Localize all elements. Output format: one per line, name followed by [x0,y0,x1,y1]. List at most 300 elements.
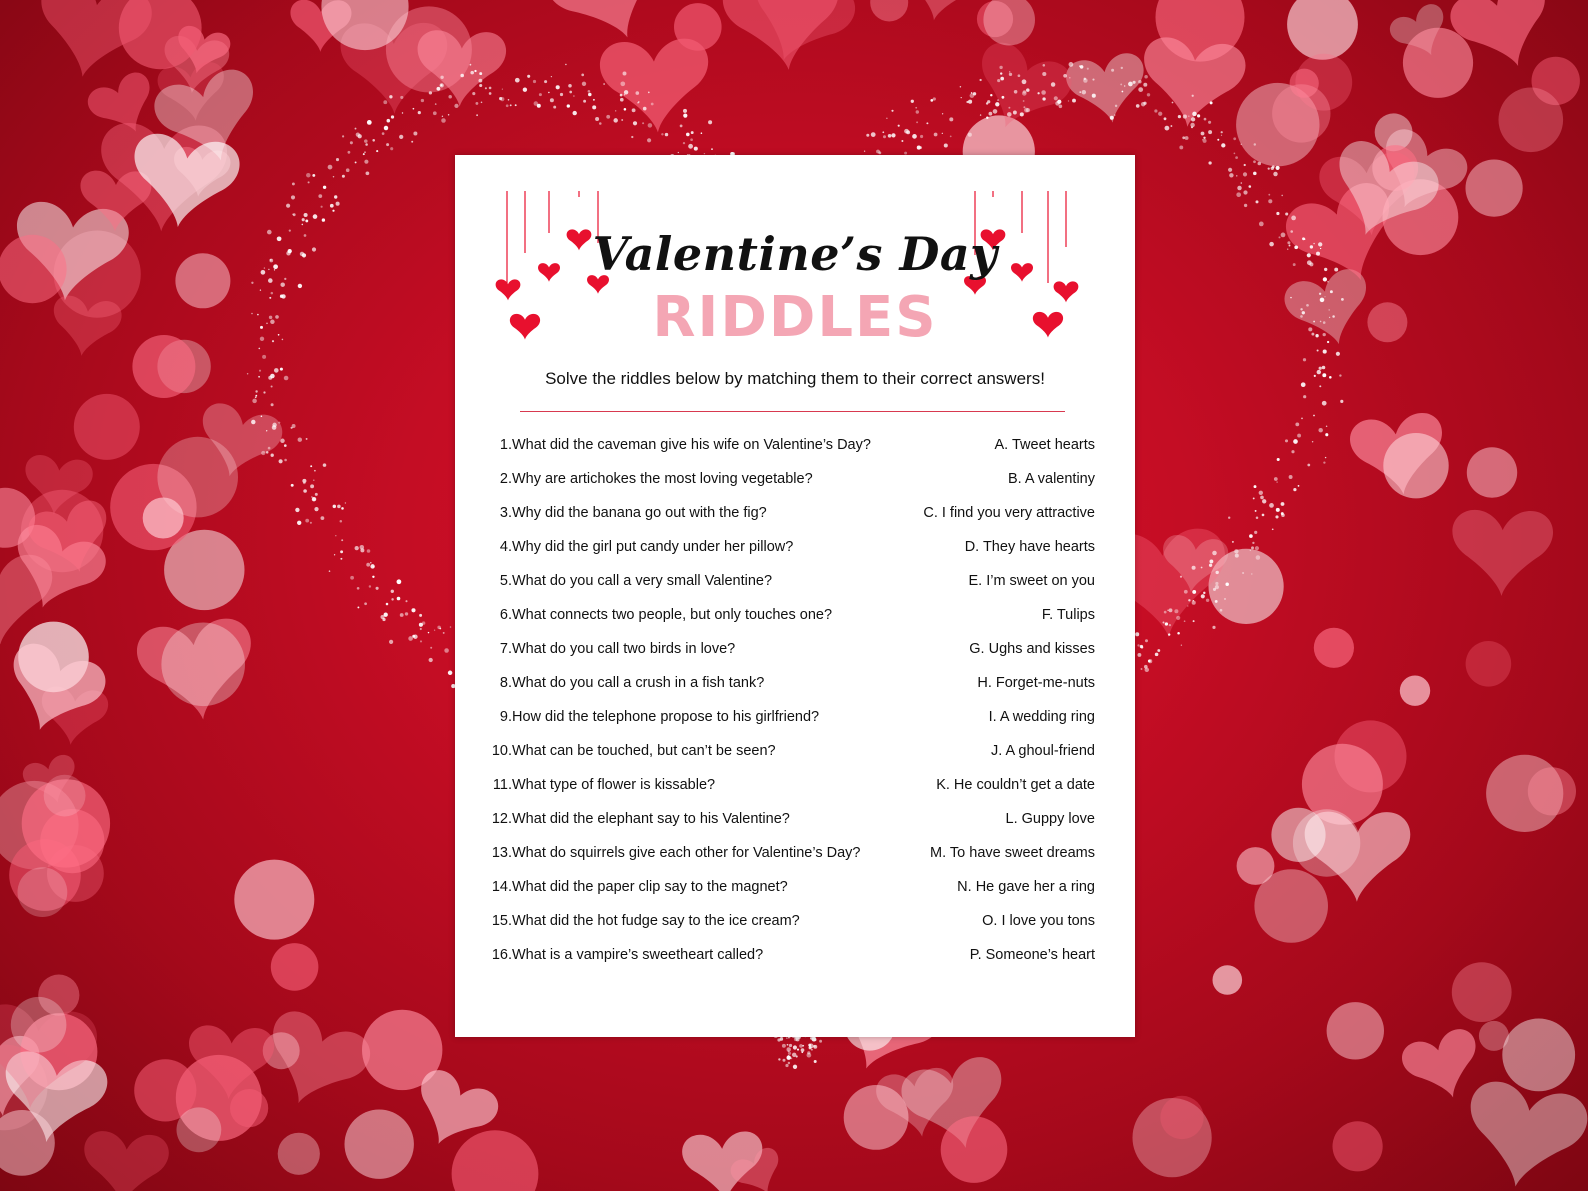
glitter-dot [481,102,483,104]
glitter-dot [337,505,341,509]
glitter-dot [1262,514,1265,517]
glitter-dot [1308,327,1312,331]
glitter-dot [1256,555,1261,560]
answer-item: I. A wedding ring [988,709,1095,725]
glitter-dot [373,566,375,568]
glitter-dot [312,174,315,177]
glitter-dot [1174,609,1178,613]
glitter-dot [807,1051,810,1054]
glitter-dot [1170,125,1172,127]
bokeh-circle [1528,767,1576,815]
glitter-dot [1141,668,1143,670]
glitter-dot [306,173,310,177]
question-row [485,913,865,935]
glitter-dot [980,114,981,115]
glitter-dot [1124,85,1125,86]
glitter-dot [348,151,351,154]
glitter-dot [271,385,273,387]
glitter-dot [690,138,693,141]
glitter-dot [1237,186,1241,190]
glitter-dot [1254,531,1257,534]
glitter-dot [789,1044,792,1047]
question-number: 8. [499,675,512,691]
glitter-dot [582,82,586,86]
bokeh-circle [175,253,230,308]
question-row [485,505,865,527]
glitter-dot [930,99,933,102]
glitter-dot [262,355,266,359]
glitter-dot [1236,175,1237,176]
glitter-dot [624,108,627,111]
glitter-dot [1026,88,1030,92]
glitter-dot [298,437,302,441]
glitter-dot [1191,126,1193,128]
glitter-dot [1293,263,1296,266]
glitter-dot [979,79,981,81]
glitter-dot [1133,81,1136,84]
bokeh-heart [1458,1077,1588,1191]
glitter-dot [357,587,360,590]
glitter-dot [1252,542,1254,544]
glitter-dot [1320,321,1322,323]
glitter-dot [950,135,952,137]
glitter-dot [278,422,280,424]
glitter-dot [472,92,475,95]
glitter-dot [1268,194,1270,196]
glitter-dot [420,628,422,630]
glitter-dot [1110,116,1114,120]
glitter-dot [620,98,624,102]
bokeh-circle [941,1116,1008,1183]
glitter-dot [366,171,370,175]
glitter-dot [387,119,391,123]
glitter-dot [350,576,354,580]
glitter-dot [1307,253,1311,257]
bokeh-circle [11,997,67,1053]
glitter-dot [304,234,307,237]
glitter-dot [391,598,393,600]
glitter-dot [312,247,316,251]
glitter-dot [871,132,876,137]
glitter-dot [1235,554,1239,558]
glitter-dot [258,348,260,350]
glitter-dot [251,420,255,424]
glitter-dot [1276,508,1280,512]
glitter-dot [620,94,623,97]
question-text: What connects two people, but only touches one? [512,607,833,623]
question-number: 9. [499,709,512,725]
glitter-dot [1164,611,1167,614]
glitter-dot [306,438,308,440]
glitter-dot [569,91,572,94]
glitter-dot [1212,626,1215,629]
glitter-dot [350,141,353,144]
glitter-dot [1289,245,1291,247]
glitter-dot [661,133,663,135]
glitter-dot [1059,104,1063,108]
glitter-dot [1310,245,1313,248]
glitter-dot [971,92,973,94]
glitter-dot [479,84,482,87]
answer-item: L. Guppy love [1005,811,1095,827]
glitter-dot [421,99,424,102]
glitter-dot [1255,546,1259,550]
glitter-dot [1320,298,1325,303]
glitter-dot [1322,401,1327,406]
glitter-dot [1293,439,1298,444]
glitter-dot [400,613,404,617]
glitter-dot [866,134,869,137]
glitter-dot [1163,622,1165,624]
glitter-dot [1000,77,1004,81]
glitter-dot [302,218,305,221]
glitter-dot [1209,564,1212,567]
glitter-dot [442,116,443,117]
bokeh-circle [1502,1019,1575,1092]
glitter-dot [942,113,943,114]
glitter-dot [1114,114,1116,116]
glitter-dot [318,194,322,198]
question-text: What type of flower is kissable? [512,777,716,793]
bokeh-circle [1314,628,1354,668]
glitter-dot [523,88,527,92]
bokeh-circle [1466,641,1512,687]
glitter-dot [332,210,334,212]
glitter-dot [1290,230,1293,233]
glitter-dot [314,507,318,511]
bokeh-circle [1367,302,1407,342]
glitter-dot [269,297,270,298]
glitter-dot [370,562,372,564]
answer-item: G. Ughs and kisses [969,641,1095,657]
glitter-dot [1254,143,1256,145]
glitter-dot [1323,277,1327,281]
question-row [485,709,865,731]
glitter-dot [270,320,274,324]
glitter-dot [811,1049,813,1051]
glitter-dot [1165,126,1170,131]
glitter-dot [990,94,992,96]
glitter-dot [1281,233,1286,238]
glitter-dot [1329,317,1330,318]
question-row [485,641,865,663]
glitter-dot [1307,464,1310,467]
glitter-dot [606,115,610,119]
glitter-dot [1311,333,1314,336]
glitter-dot [1336,352,1340,356]
glitter-dot [1072,99,1076,103]
glitter-dot [1165,622,1168,625]
glitter-dot [255,395,257,397]
glitter-dot [581,74,584,77]
glitter-dot [651,103,654,106]
glitter-dot [1272,528,1274,530]
glitter-dot [556,85,560,89]
glitter-dot [315,493,318,496]
glitter-dot [1258,162,1262,166]
bokeh-circle [161,623,245,707]
bokeh-circle [74,394,140,460]
glitter-dot [1145,639,1148,642]
glitter-dot [365,143,368,146]
question-number: 7. [499,641,512,657]
glitter-dot [944,143,948,147]
glitter-dot [391,115,394,118]
glitter-dot [260,337,264,341]
glitter-dot [286,204,290,208]
glitter-dot [444,648,449,653]
glitter-dot [678,152,679,153]
glitter-dot [599,122,602,125]
glitter-dot [252,399,257,404]
glitter-dot [280,439,285,444]
answer-item: B. A valentiny [1007,471,1095,487]
glitter-dot [247,373,248,374]
glitter-dot [311,496,312,497]
glitter-dot [1287,248,1288,249]
glitter-dot [1181,645,1182,646]
glitter-dot [537,104,541,108]
glitter-dot [1176,616,1180,620]
glitter-dot [1137,644,1139,646]
glitter-dot [369,585,371,587]
glitter-dot [345,502,346,503]
title-riddles: RIDDLES [652,285,938,350]
glitter-dot [443,632,445,634]
glitter-dot [1244,204,1247,207]
glitter-dot [1224,598,1225,599]
glitter-dot [1317,349,1319,351]
glitter-dot [620,81,625,86]
glitter-dot [1314,375,1316,377]
glitter-dot [788,1052,791,1055]
glitter-dot [1269,242,1274,247]
glitter-dot [904,129,909,134]
glitter-dot [680,125,683,128]
glitter-dot [1169,624,1171,626]
glitter-dot [1083,78,1087,82]
glitter-dot [1192,566,1196,570]
glitter-dot [1026,108,1030,112]
glitter-dot [454,104,458,108]
glitter-dot [901,140,903,142]
glitter-dot [1327,341,1329,343]
glitter-dot [1256,200,1259,203]
glitter-dot [340,520,343,523]
glitter-dot [508,99,510,101]
bokeh-circle [1467,447,1517,497]
question-number: 4. [499,539,512,555]
glitter-dot [333,176,334,177]
glitter-dot [305,519,309,523]
glitter-dot [448,114,450,116]
glitter-dot [1290,297,1291,298]
glitter-dot [1183,115,1187,119]
glitter-dot [1300,308,1302,310]
glitter-dot [328,165,333,170]
answer-item: M. To have sweet dreams [930,845,1095,861]
glitter-dot [1297,434,1301,438]
question-number: 10. [491,743,512,759]
glitter-dot [1069,77,1071,79]
glitter-dot [1294,245,1298,249]
glitter-dot [1009,71,1010,72]
glitter-dot [271,454,274,457]
glitter-dot [502,89,503,90]
glitter-dot [544,80,547,83]
question-text: What do you call a very small Valentine? [512,573,773,589]
glitter-dot [376,150,378,152]
glitter-dot [603,83,605,85]
question-row [485,573,865,595]
glitter-dot [1054,96,1058,100]
glitter-dot [367,120,372,125]
glitter-dot [334,554,335,555]
glitter-dot [1128,82,1133,87]
glitter-dot [255,390,257,392]
glitter-dot [683,109,687,113]
glitter-dot [376,587,379,590]
bokeh-circle [132,335,195,398]
glitter-dot [882,131,884,133]
question-row [485,437,871,459]
glitter-dot [1143,102,1146,105]
glitter-dot [786,1037,788,1039]
glitter-dot [1325,457,1326,458]
glitter-dot [1187,605,1188,606]
glitter-dot [364,152,365,153]
glitter-dot [251,282,253,284]
glitter-dot [266,451,269,454]
glitter-dot [782,1059,785,1062]
glitter-dot [271,403,274,406]
glitter-dot [413,108,415,110]
glitter-dot [291,427,293,429]
bokeh-heart [1064,51,1152,129]
glitter-dot [1316,252,1320,256]
glitter-dot [284,376,289,381]
glitter-dot [1208,121,1211,124]
glitter-dot [284,444,287,447]
glitter-dot [633,121,637,125]
bokeh-circle [1272,84,1330,142]
glitter-dot [1020,112,1024,116]
glitter-dot [1322,373,1326,377]
glitter-dot [694,147,698,151]
bokeh-circle [271,943,319,991]
glitter-dot [588,90,591,93]
glitter-dot [1320,248,1321,249]
glitter-dot [1202,139,1203,140]
glitter-dot [255,396,257,398]
glitter-dot [1276,481,1277,482]
bokeh-circle [1333,1121,1383,1171]
glitter-dot [261,270,266,275]
question-number: 2. [499,471,512,487]
glitter-dot [1295,422,1299,426]
glitter-dot [1184,620,1186,622]
glitter-dot [391,590,394,593]
glitter-dot [382,132,385,135]
glitter-dot [796,1055,798,1057]
glitter-dot [1259,491,1263,495]
glitter-dot [1157,649,1160,652]
glitter-dot [801,1051,803,1053]
glitter-dot [588,93,592,97]
question-text: What do squirrels give each other for Valentine’s Day? [512,845,861,861]
glitter-dot [1087,68,1089,70]
glitter-dot [1313,243,1315,245]
glitter-dot [989,112,993,116]
glitter-dot [1268,199,1272,203]
bokeh-circle [1400,676,1430,706]
question-text: What did the paper clip say to the magnet? [512,879,788,895]
glitter-dot [310,522,312,524]
glitter-dot [489,87,492,90]
glitter-dot [1228,168,1232,172]
bokeh-circle [1254,869,1328,943]
glitter-dot [1203,137,1205,139]
glitter-dot [1250,550,1251,551]
glitter-dot [292,182,295,185]
glitter-dot [1023,90,1027,94]
glitter-dot [321,516,325,520]
question-number: 15. [491,913,512,929]
glitter-dot [1303,358,1306,361]
glitter-dot [284,278,286,280]
bokeh-circle [177,1107,222,1152]
glitter-dot [323,186,326,189]
glitter-dot [942,133,943,134]
glitter-dot [1228,517,1230,519]
glitter-dot [1092,94,1096,98]
glitter-dot [883,135,886,138]
glitter-dot [386,603,389,606]
glitter-dot [1057,100,1061,104]
glitter-dot [1158,112,1162,116]
glitter-dot [329,570,331,572]
glitter-dot [1291,450,1294,453]
glitter-dot [790,1057,792,1059]
glitter-dot [274,269,275,270]
glitter-dot [280,295,283,298]
glitter-dot [711,148,713,150]
glitter-dot [260,326,263,329]
glitter-dot [1023,106,1025,108]
glitter-dot [474,70,476,72]
bokeh-heart [720,0,846,76]
glitter-dot [1251,546,1254,549]
glitter-dot [355,128,357,130]
glitter-dot [799,1044,803,1048]
glitter-dot [1253,172,1257,176]
glitter-dot [258,376,260,378]
glitter-dot [1313,321,1315,323]
glitter-dot [785,1064,788,1067]
glitter-dot [949,117,953,121]
glitter-dot [475,102,478,105]
glitter-dot [1339,374,1341,376]
glitter-dot [1138,80,1141,83]
glitter-dot [891,110,893,112]
question-text: What do you call a crush in a fish tank? [512,675,765,691]
question-row [485,471,865,493]
glitter-dot [1229,173,1233,177]
glitter-dot [342,175,345,178]
glitter-dot [548,92,549,93]
glitter-dot [1179,145,1183,149]
glitter-dot [291,484,294,487]
